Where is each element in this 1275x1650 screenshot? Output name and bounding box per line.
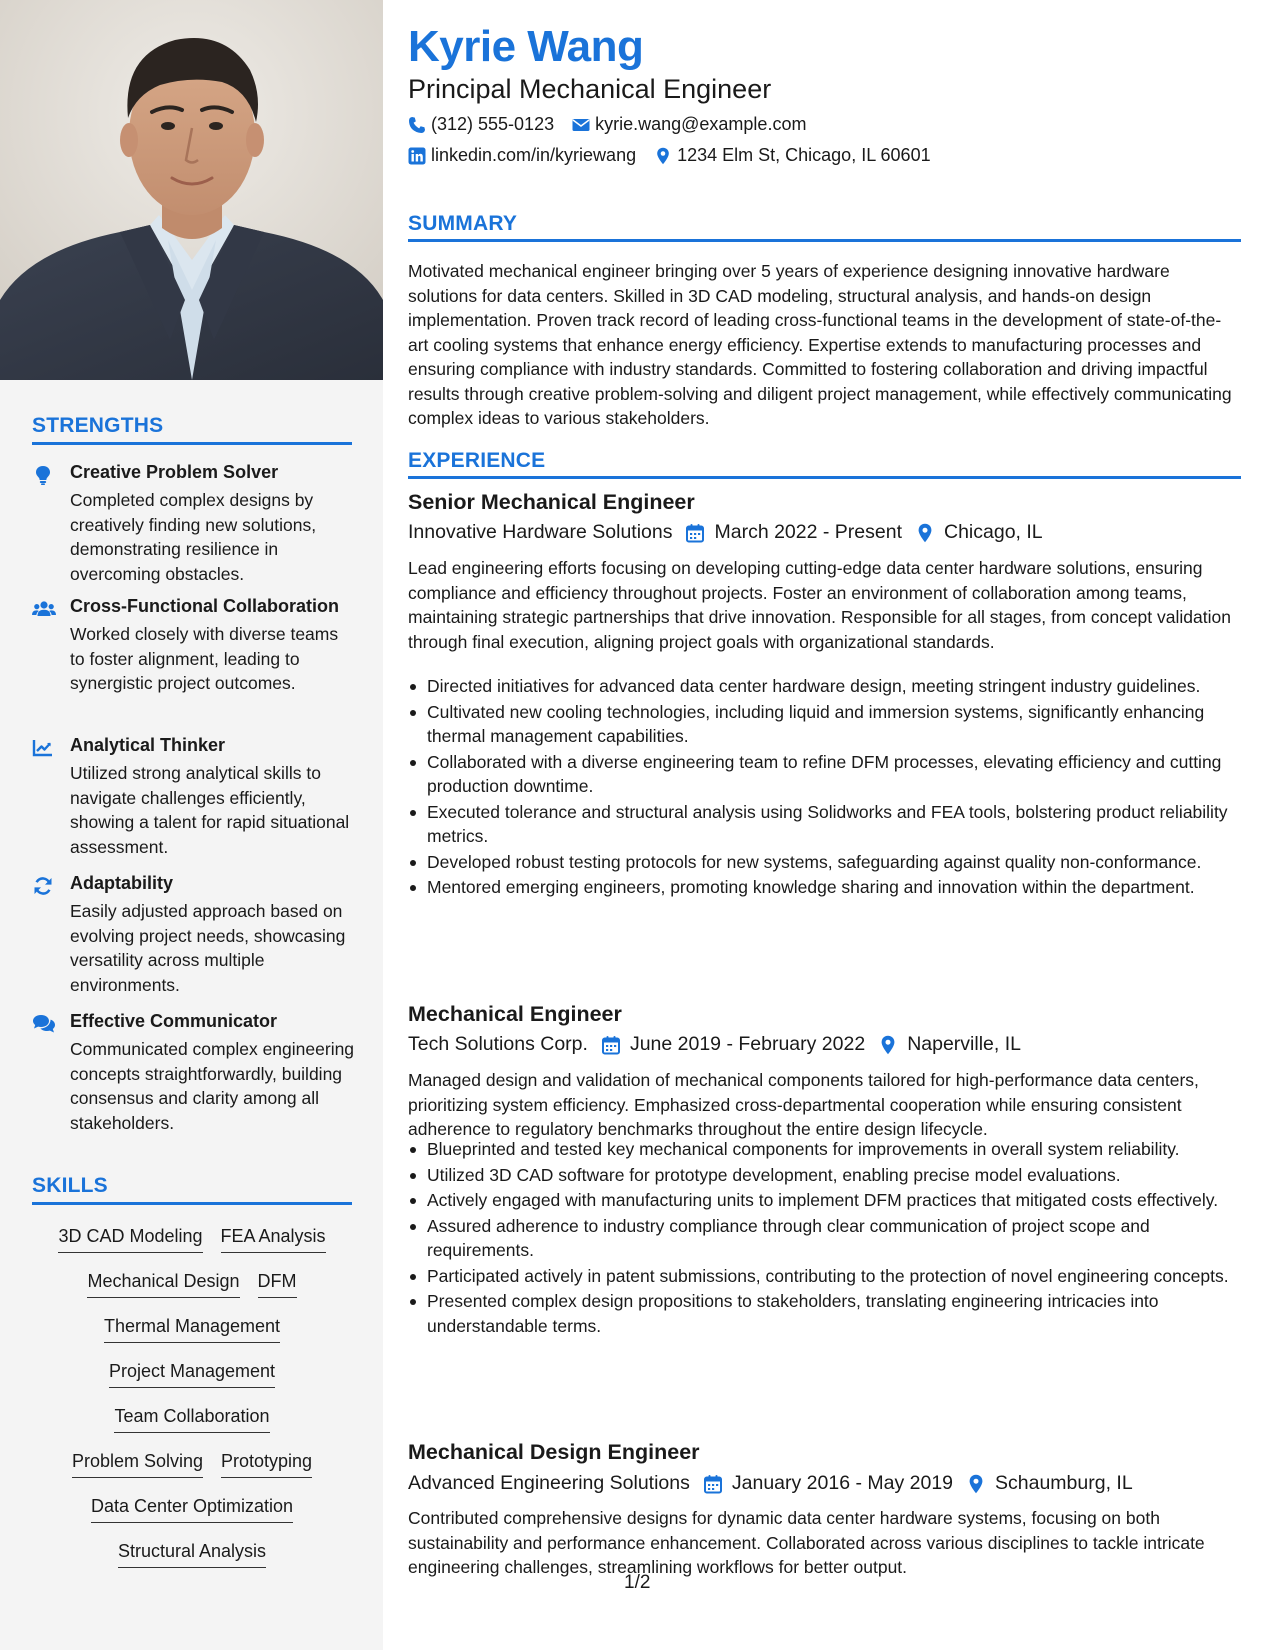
skill-tag: FEA Analysis xyxy=(221,1226,326,1253)
skill-tag: Thermal Management xyxy=(104,1316,280,1343)
users-icon xyxy=(32,599,54,619)
lightbulb-icon xyxy=(32,465,54,485)
job-meta xyxy=(408,1033,1021,1056)
bullet-item: Executed tolerance and structural analysis using Solidworks and FEA tools, bolstering product reliability metrics. xyxy=(408,800,1241,849)
sync-icon xyxy=(32,876,54,896)
phone-icon xyxy=(408,116,426,134)
map-pin-icon xyxy=(966,1474,986,1494)
summary-text: Motivated mechanical engineer bringing over 5 years of experience designing innovative hardware solutions for data centers. Skilled in 3D CAD modeling, structural analysis, and hands-on design implementation. Proven track record of leading cross-functional teams in the development of state-of-the-art cooling systems that enhance energy efficiency. Expertise extends to manufacturing processes and ensuring compliance with industry standards. Committed to fostering collaboration and driving impactful results through creative problem-solving and diligent project management, while effectively communicating complex ideas to various stakeholders. xyxy=(408,261,1232,428)
address-text: 1234 Elm St, Chicago, IL 60601 xyxy=(677,145,931,165)
skill-tag: DFM xyxy=(258,1271,297,1298)
bullet-item: Actively engaged with manufacturing units to implement DFM practices that mitigated costs effectively. xyxy=(408,1188,1241,1213)
address-contact xyxy=(654,145,931,166)
job-title: Mechanical Engineer xyxy=(408,1002,622,1026)
strength-desc: Utilized strong analytical skills to navigate challenges efficiently, showing a talent for rapid situational assessment. xyxy=(70,763,350,857)
comments-icon xyxy=(32,1014,54,1034)
map-pin-icon xyxy=(878,1035,898,1055)
page-number: 1/2 xyxy=(624,1572,651,1593)
strength-desc: Communicated complex engineering concepts straightforwardly, building consensus and clarity among all stakeholders. xyxy=(70,1039,355,1133)
bullet-item: Developed robust testing protocols for new systems, safeguarding against quality non-conformance. xyxy=(408,850,1241,875)
linkedin-url: linkedin.com/in/kyriewang xyxy=(431,145,637,165)
skill-tag: Prototyping xyxy=(221,1451,312,1478)
linkedin-icon xyxy=(408,147,426,165)
skill-tag: 3D CAD Modeling xyxy=(58,1226,202,1253)
chart-line-icon xyxy=(32,738,54,758)
skill-tag: Team Collaboration xyxy=(114,1406,269,1433)
skills-list xyxy=(32,1226,352,1586)
bullet-item: Blueprinted and tested key mechanical components for improvements in overall system reliability. xyxy=(408,1137,1241,1162)
job-dates: March 2022 - Present xyxy=(714,521,902,543)
company-name: Advanced Engineering Solutions xyxy=(408,1472,690,1494)
job-dates: January 2016 - May 2019 xyxy=(731,1472,954,1494)
skill-row xyxy=(32,1541,352,1586)
company-name: Innovative Hardware Solutions xyxy=(408,521,673,543)
strength-title: Analytical Thinker xyxy=(70,735,226,755)
job-bullets xyxy=(408,674,1241,901)
bullet-item: Directed initiatives for advanced data center hardware design, meeting stringent industry guidelines. xyxy=(408,674,1241,699)
strength-desc: Easily adjusted approach based on evolving project needs, showcasing versatility across multiple environments. xyxy=(70,901,346,995)
bullet-item: Cultivated new cooling technologies, including liquid and immersion systems, significantly enhancing thermal management capabilities. xyxy=(408,700,1241,749)
bullet-item: Assured adherence to industry compliance through clear communication of project scope and requirements. xyxy=(408,1214,1241,1263)
job-location: Naperville, IL xyxy=(907,1033,1021,1055)
skill-row xyxy=(32,1226,352,1271)
candidate-title: Principal Mechanical Engineer xyxy=(408,74,772,104)
linkedin-contact[interactable] xyxy=(408,145,636,166)
skill-row xyxy=(32,1406,352,1451)
phone-contact[interactable] xyxy=(408,114,554,135)
skill-row xyxy=(32,1316,352,1361)
company-name: Tech Solutions Corp. xyxy=(408,1033,588,1055)
job-location: Chicago, IL xyxy=(944,521,1043,543)
skill-tag: Problem Solving xyxy=(72,1451,203,1478)
calendar-icon xyxy=(685,523,705,543)
strength-title: Adaptability xyxy=(70,873,174,893)
skill-tag: Structural Analysis xyxy=(118,1541,266,1568)
job-dates: June 2019 - February 2022 xyxy=(629,1033,866,1055)
contact-row xyxy=(408,145,949,166)
profile-photo xyxy=(0,0,383,380)
job-meta xyxy=(408,1472,1133,1495)
email-contact[interactable] xyxy=(572,114,806,135)
bullet-item: Participated actively in patent submissions, contributing to the protection of novel engineering concepts. xyxy=(408,1264,1241,1289)
skill-row xyxy=(32,1361,352,1406)
sidebar xyxy=(0,0,383,1650)
experience-heading: EXPERIENCE xyxy=(408,449,1241,479)
skill-row xyxy=(32,1271,352,1316)
contact-row xyxy=(408,114,824,135)
strength-title: Cross-Functional Collaboration xyxy=(70,596,340,616)
phone-number: (312) 555-0123 xyxy=(431,114,555,134)
summary-heading: SUMMARY xyxy=(408,212,1241,242)
job-title: Mechanical Design Engineer xyxy=(408,1440,700,1464)
calendar-icon xyxy=(601,1035,621,1055)
email-address: kyrie.wang@example.com xyxy=(595,114,807,134)
envelope-icon xyxy=(572,116,590,134)
bullet-item: Collaborated with a diverse engineering team to refine DFM processes, elevating efficiency and cutting production downtime. xyxy=(408,750,1241,799)
job-location: Schaumburg, IL xyxy=(995,1472,1133,1494)
skill-tag: Data Center Optimization xyxy=(91,1496,293,1523)
job-title: Senior Mechanical Engineer xyxy=(408,490,695,514)
strengths-heading: STRENGTHS xyxy=(32,414,352,445)
skills-heading: SKILLS xyxy=(32,1174,352,1205)
portrait-illustration xyxy=(0,0,383,380)
skill-tag: Mechanical Design xyxy=(87,1271,239,1298)
skill-row xyxy=(32,1496,352,1541)
job-meta xyxy=(408,521,1043,544)
strength-desc: Worked closely with diverse teams to foster alignment, leading to synergistic project outcomes. xyxy=(70,624,339,693)
job-description: Managed design and validation of mechanical components tailored for high-performance data centers, prioritizing system efficiency. Emphasized cross-departmental cooperation while ensuring consistent adherence to regulatory benchmarks throughout the entire design lifecycle. xyxy=(408,1070,1199,1139)
map-pin-icon xyxy=(915,523,935,543)
map-pin-icon xyxy=(654,147,672,165)
strength-desc: Completed complex designs by creatively finding new solutions, demonstrating resilience in overcoming obstacles. xyxy=(70,490,317,584)
skill-row xyxy=(32,1451,352,1496)
bullet-item: Mentored emerging engineers, promoting knowledge sharing and innovation within the department. xyxy=(408,875,1241,900)
candidate-name: Kyrie Wang xyxy=(408,22,644,71)
job-description: Lead engineering efforts focusing on developing cutting-edge data center hardware solutions, ensuring compliance and efficiency throughout projects. Foster an environment of collaboration among teams, maintaining strategic partnerships that drive innovation. Responsible for all stages, from concept validation through final execution, aligning project goals with organizational standards. xyxy=(408,558,1231,652)
bullet-item: Presented complex design propositions to stakeholders, translating engineering intricacies into understandable terms. xyxy=(408,1289,1241,1338)
job-description: Contributed comprehensive designs for dynamic data center hardware systems, focusing on both sustainability and performance enhancement. Collaborated across various disciplines to tackle intricate engineering challenges, streamlining workflows for better output. xyxy=(408,1508,1205,1577)
skill-tag: Project Management xyxy=(109,1361,275,1388)
bullet-item: Utilized 3D CAD software for prototype development, enabling precise model evaluations. xyxy=(408,1163,1241,1188)
calendar-icon xyxy=(703,1474,723,1494)
job-bullets xyxy=(408,1137,1241,1339)
strength-title: Creative Problem Solver xyxy=(70,462,279,482)
strength-title: Effective Communicator xyxy=(70,1011,278,1031)
